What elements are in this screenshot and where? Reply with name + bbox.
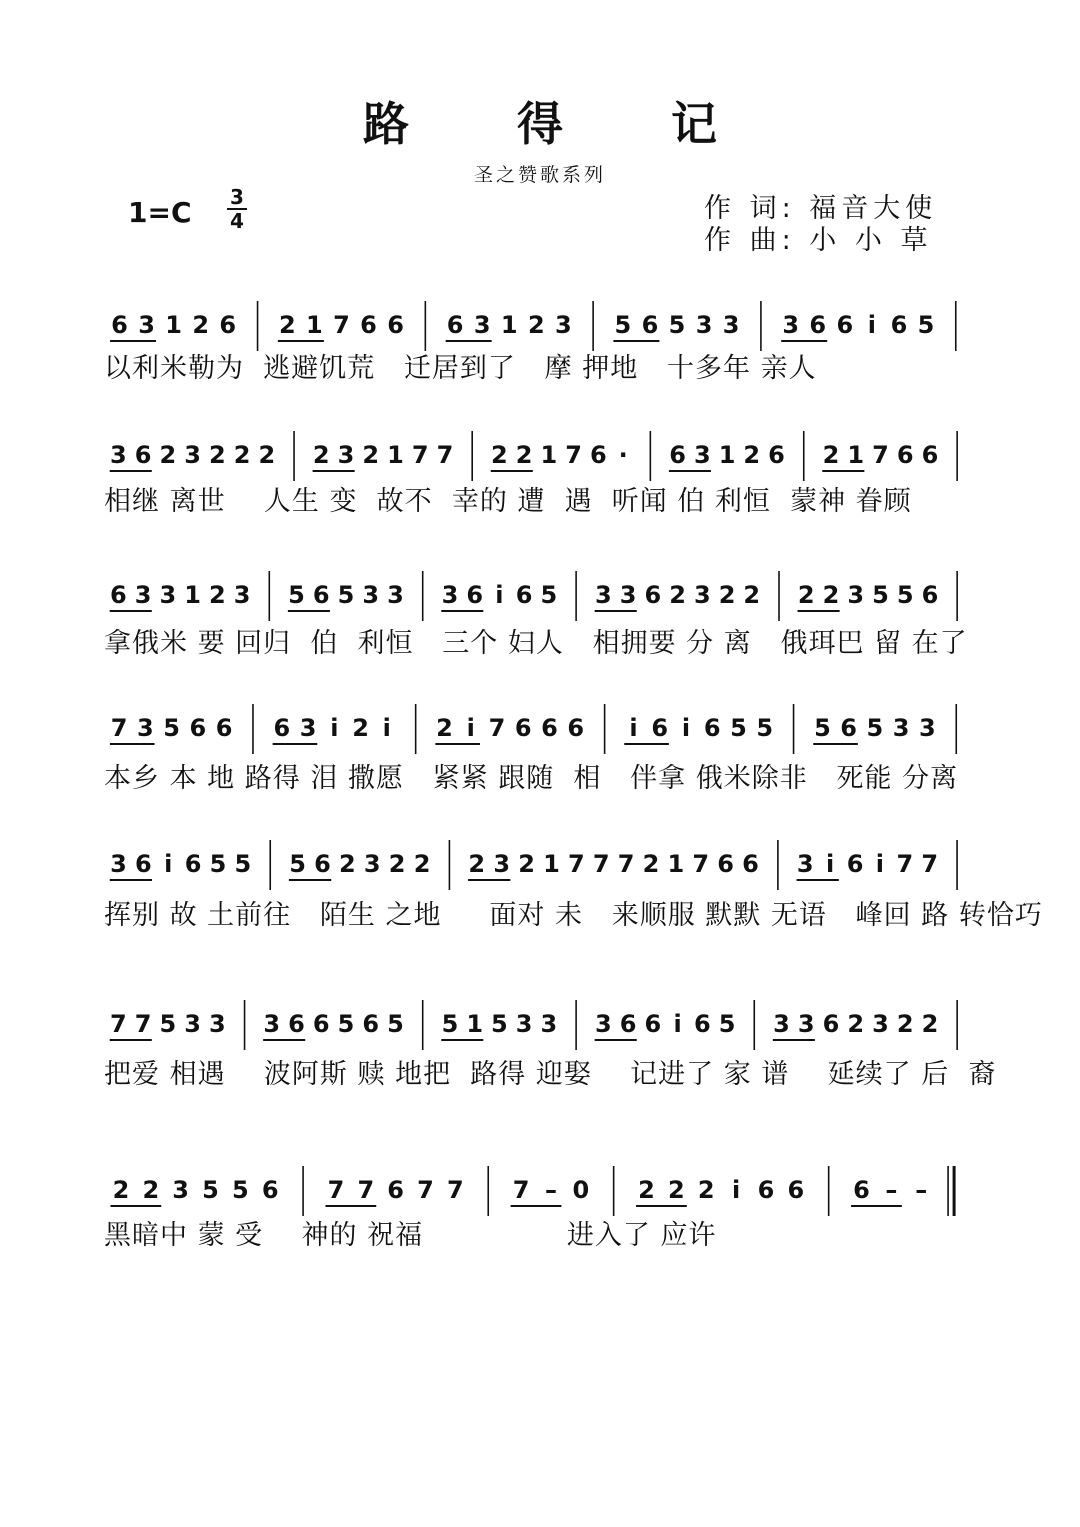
note: 2 [668,1176,685,1204]
note: 7 [411,441,429,469]
note: 7 [110,1010,127,1038]
lyric-line: 把爱 相遇 波阿斯 赎 地把 路得 迎娶 记进了 家 谱 延续了 后 裔 [104,1059,997,1090]
song-title: 路 得 记 [362,97,764,151]
note: 2 [743,441,761,469]
note: 7 [567,850,585,878]
note: 3 [172,1176,190,1204]
note: i [330,714,339,742]
lyric-line: 以利米勒为 逃避饥荒 迁居到了 摩 押地 十多年 亲人 [104,353,817,384]
note: 6 [567,714,585,742]
note: 7 [447,1176,464,1204]
note: 2 [518,850,535,878]
note: – [885,1176,898,1204]
note: 3 [299,714,317,742]
note: 7 [134,1010,152,1038]
note: i [731,1176,741,1204]
note: 5 [234,850,252,878]
note: 6 [742,850,759,878]
note: 1 [184,581,201,609]
note: 2 [278,311,296,339]
note: 5 [288,581,305,609]
note: 6 [717,850,734,878]
note: 2 [718,581,736,609]
note: 6 [288,1010,305,1038]
note: 1 [466,1010,484,1038]
note: 2 [339,850,356,878]
note: i [164,850,173,878]
note: 1 [718,441,736,469]
staff-system [110,431,957,481]
note: 3 [515,1010,533,1038]
note: 3 [337,441,355,469]
note: 5 [387,1010,404,1038]
note: 7 [327,1176,345,1204]
note: 2 [822,441,840,469]
note: 7 [872,441,889,469]
note: 3 [872,1010,889,1038]
note: 7 [110,714,128,742]
note: 3 [473,311,491,339]
note: 3 [797,1010,815,1038]
note: – [915,1176,928,1204]
note: 5 [917,311,935,339]
series-name: 圣之赞歌系列 [473,164,606,186]
note: 2 [515,441,533,469]
note: 6 [693,1010,711,1038]
note: 1 [165,311,183,339]
note: 7 [617,850,635,878]
note: 6 [641,311,659,339]
note: 6 [541,714,558,742]
note: 3 [110,850,127,878]
note: – [544,1176,557,1204]
note: 3 [134,581,152,609]
note: 2 [822,581,840,609]
note: 5 [872,581,889,609]
note: 6 [362,1010,380,1038]
note: 6 [840,714,858,742]
note: 2 [208,581,226,609]
note: 2 [362,441,380,469]
note: 6 [312,581,330,609]
lyric-line: 本乡 本 地 路得 泪 撒愿 紧紧 跟随 相 伴拿 俄米除非 死能 分离 [104,763,959,794]
note: 3 [555,311,572,339]
note: 5 [540,581,558,609]
note: 6 [134,441,152,469]
note: 3 [441,581,459,609]
note: 3 [693,441,711,469]
note: 2 [642,850,660,878]
note: 6 [387,1176,405,1204]
note: 2 [697,1176,715,1204]
note: 6 [846,850,864,878]
note: 3 [137,714,154,742]
note: 2 [142,1176,160,1204]
note: 2 [669,581,686,609]
note: 6 [514,714,532,742]
note: 3 [892,714,910,742]
note: 1 [543,850,560,878]
note: 6 [896,441,914,469]
note: 3 [138,311,155,339]
note: 3 [594,581,612,609]
note: i [867,311,876,339]
note: 6 [261,1176,279,1204]
note: 6 [853,1176,870,1204]
note: 3 [722,311,740,339]
note: 3 [184,1010,201,1038]
lyric-line: 相继 离世 人生 变 故不 幸的 遭 遇 听闻 伯 利恒 蒙神 眷顾 [104,486,912,517]
note: 6 [446,311,464,339]
staff-system [110,301,956,351]
note: 3 [782,311,800,339]
note: 5 [159,1010,177,1038]
note: 5 [163,714,180,742]
note: 5 [491,1010,508,1038]
note: 5 [337,581,355,609]
note: 6 [312,1010,330,1038]
note: 2 [491,441,508,469]
note: 6 [768,441,785,469]
note: 6 [921,441,939,469]
note: 3 [540,1010,558,1038]
note: 2 [468,850,486,878]
note: 6 [787,1176,805,1204]
note: 5 [730,714,747,742]
note: 6 [757,1176,775,1204]
note: 3 [184,441,201,469]
lyricist-name: 福音大使 [809,193,938,224]
staff-system [110,1000,957,1050]
note: 7 [565,441,582,469]
note: i [673,1010,682,1038]
note: 2 [413,850,431,878]
note: 3 [796,850,814,878]
note: 6 [184,850,202,878]
note: 5 [441,1010,459,1038]
note: 3 [208,1010,226,1038]
note: 6 [669,441,686,469]
note: 6 [360,311,377,339]
note: 6 [644,1010,662,1038]
note: 5 [232,1176,249,1204]
note: 2 [388,850,406,878]
note: 6 [387,311,404,339]
note: 6 [651,714,669,742]
note: 3 [919,714,936,742]
lyric-line: 拿俄米 要 回归 伯 利恒 三个 妇人 相拥要 分 离 俄珥巴 留 在了 [104,628,968,659]
note: · [618,441,628,469]
note: 7 [921,850,939,878]
time-signature-top: 3 [230,185,244,209]
note: 6 [822,1010,840,1038]
note: 3 [693,581,711,609]
note: 7 [417,1176,434,1204]
note: 6 [515,581,533,609]
note: 3 [233,581,251,609]
note: 6 [215,714,233,742]
note: 1 [387,441,404,469]
note: 5 [718,1010,736,1038]
note: 0 [572,1176,590,1204]
note: 6 [314,850,331,878]
note: 6 [890,311,908,339]
note: 3 [387,581,404,609]
note: 2 [159,441,177,469]
note: 5 [668,311,686,339]
note: 2 [258,441,276,469]
note: 7 [436,441,454,469]
staff-system [110,840,957,890]
note: 3 [773,1010,790,1038]
note: 7 [488,714,506,742]
note: 5 [289,850,306,878]
note: 6 [644,581,662,609]
staff-system [110,704,956,754]
note: 5 [896,581,914,609]
note: i [495,581,504,609]
note: 5 [202,1176,219,1204]
note: 7 [512,1176,530,1204]
note: 7 [333,311,350,339]
note: 3 [110,441,127,469]
note: 1 [306,311,323,339]
note: 3 [695,311,713,339]
note: 1 [847,441,865,469]
note: 2 [436,714,453,742]
staff-system [110,571,957,621]
note: 3 [493,850,511,878]
note: i [681,714,691,742]
note: 5 [337,1010,355,1038]
note: 2 [192,311,210,339]
note: 7 [357,1176,375,1204]
note: 2 [921,1010,939,1038]
lyricist-label: 作 词: [704,193,796,224]
note: 6 [189,714,207,742]
note: i [382,714,391,742]
note: 3 [362,581,380,609]
note: i [826,850,835,878]
note: 6 [110,581,127,609]
note: 7 [896,850,914,878]
note: 2 [797,581,815,609]
note: 6 [219,311,237,339]
note: 5 [614,311,632,339]
note: 6 [134,850,152,878]
note: 3 [363,850,381,878]
note: 3 [847,581,865,609]
note: 3 [263,1010,281,1038]
note: 3 [619,581,637,609]
note: 2 [527,311,545,339]
note: 6 [590,441,607,469]
note: 5 [209,850,227,878]
note: 2 [743,581,761,609]
note: 3 [594,1010,612,1038]
note: 2 [312,441,330,469]
note: 2 [352,714,369,742]
note: i [466,714,475,742]
composer-label: 作 曲: [704,225,796,256]
note: 2 [896,1010,914,1038]
note: 6 [273,714,291,742]
note: 2 [208,441,226,469]
lyric-line: 黑暗中 蒙 受 神的 祝福 进入了 应许 [104,1220,717,1251]
key-signature: 1=C [128,196,192,229]
time-signature-bottom: 4 [230,209,244,233]
note: i [875,850,885,878]
note: 1 [500,311,518,339]
note: 1 [667,850,685,878]
note: 3 [159,581,177,609]
note: 6 [466,581,484,609]
note: 6 [111,311,128,339]
note: 7 [692,850,710,878]
staff-system [110,1166,954,1216]
note: 2 [112,1176,130,1204]
note: 6 [619,1010,637,1038]
note: 2 [847,1010,865,1038]
note: 2 [233,441,251,469]
note: 5 [756,714,774,742]
note: 6 [703,714,721,742]
note: 1 [540,441,558,469]
note: 2 [638,1176,655,1204]
note: 6 [921,581,939,609]
note: 6 [809,311,827,339]
composer-name: 小 小 草 [809,225,933,256]
note: 6 [836,311,854,339]
lyric-line: 挥别 故 土前往 陌生 之地 面对 未 来顺服 默默 无语 峰回 路 转恰巧 [104,900,1043,931]
note: 5 [866,714,884,742]
note: 5 [814,714,831,742]
note: i [629,714,638,742]
note: 7 [592,850,610,878]
